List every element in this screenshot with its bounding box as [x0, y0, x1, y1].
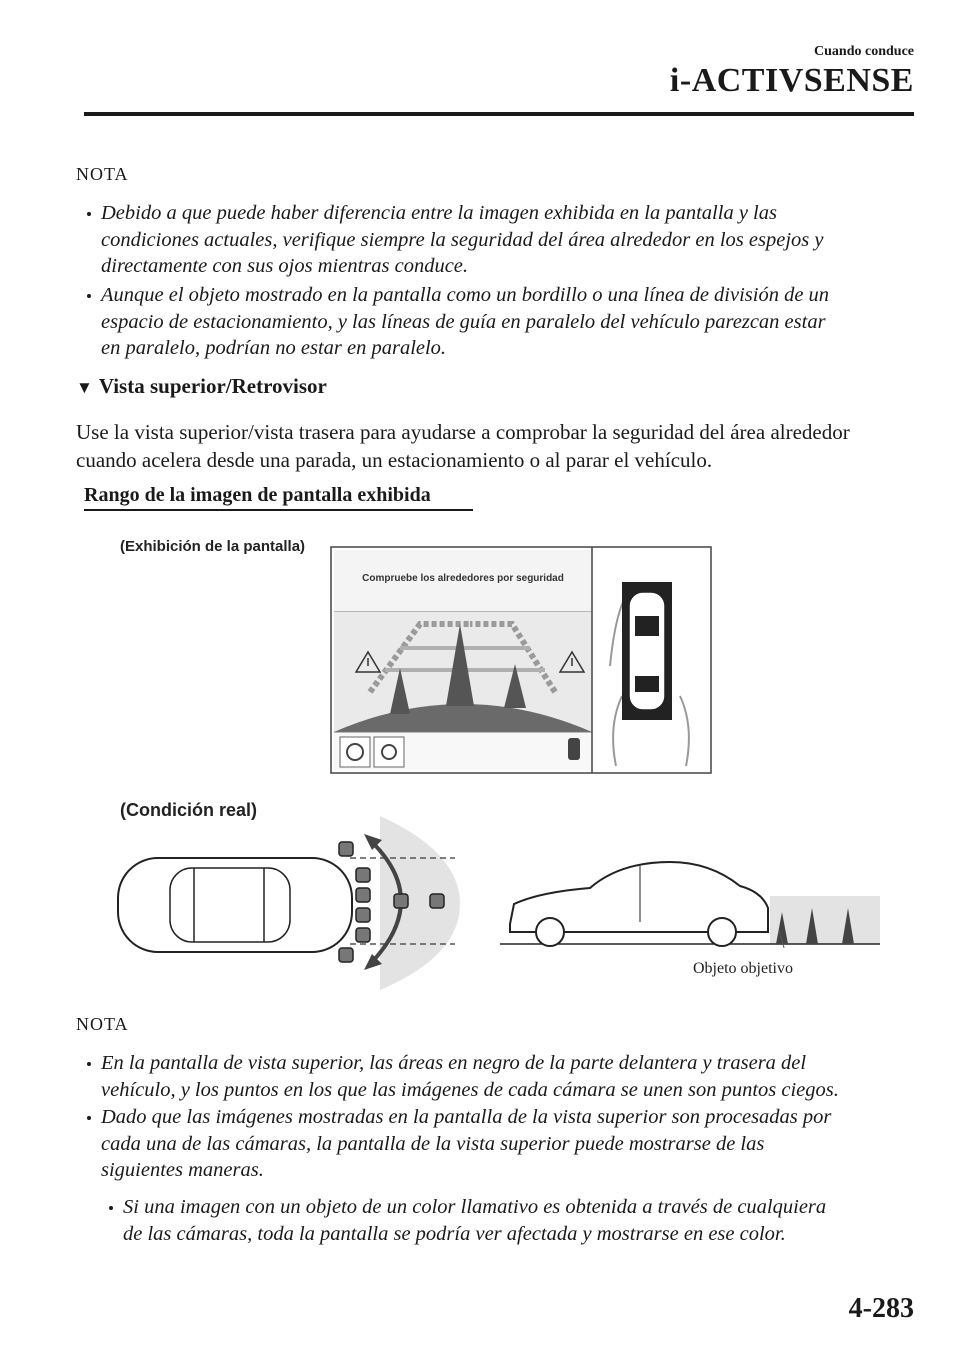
header-rule: [84, 112, 914, 116]
subheading-underline: [84, 509, 473, 511]
header-title: i-ACTIVSENSE: [669, 62, 914, 99]
bullet-text: vehículo, y los puntos en los que las imágenes de cada cámara se unen son puntos ciegos.: [101, 1078, 839, 1101]
paragraph-line: Use la vista superior/vista trasera para ayudarse a comprobar la seguridad del área alrededor: [76, 420, 850, 444]
bullet-dot: [86, 293, 92, 299]
bullet-dot: [108, 1205, 114, 1211]
bullet-text: Aunque el objeto mostrado en la pantalla como un bordillo o una línea de división de un: [101, 284, 830, 306]
section-paragraph: [76, 418, 850, 474]
target-object-label: Objeto objetivo: [693, 960, 793, 977]
triangle-icon: ▼: [76, 378, 93, 397]
display-label: (Exhibición de la pantalla): [120, 538, 306, 555]
bullet-text: espacio de estacionamiento, y las líneas de guía en paralelo del vehículo parezcan estar: [101, 310, 826, 333]
section-heading: [76, 374, 327, 399]
bullet-text: en paralelo, podrían no estar en paralelo.: [101, 337, 447, 359]
bullet-text: siguientes maneras.: [101, 1159, 264, 1181]
note1-bullet: [86, 282, 829, 362]
bullet-text: Si una imagen con un objeto de un color llamativo es obtenida a través de cualquiera: [123, 1196, 827, 1218]
bullet-dot: [86, 1061, 92, 1067]
section-title: Vista superior/Retrovisor: [98, 374, 327, 398]
bullet-text: En la pantalla de vista superior, las áreas en negro de la parte delantera y trasera del: [101, 1052, 807, 1074]
bullet-text: de las cámaras, toda la pantalla se podría ver afectada y mostrarse en ese color.: [123, 1222, 786, 1245]
page-number: 4-283: [848, 1293, 914, 1324]
note-label: NOTA: [76, 1014, 129, 1034]
bullet-dot: [86, 211, 92, 217]
screen-message: Compruebe los alrededores por seguridad: [362, 573, 564, 584]
paragraph-line: cuando acelera desde una parada, un estacionamiento o al parar el vehículo.: [76, 448, 713, 472]
note2-bullet: [86, 1050, 839, 1103]
side-view-car-illustration: [500, 852, 880, 948]
real-condition-label: (Condición real): [120, 800, 258, 820]
bullet-text: cada una de las cámaras, la pantalla de la vista superior puede mostrarse de las: [101, 1132, 765, 1155]
note2-subbullet: [108, 1194, 826, 1247]
bullet-text: Dado que las imágenes mostradas en la pantalla de la vista superior son procesadas por: [101, 1106, 832, 1128]
bullet-text: Debido a que puede haber diferencia entre la imagen exhibida en la pantalla y las: [101, 202, 777, 224]
bullet-text: directamente con sus ojos mientras conduce.: [101, 255, 469, 277]
note2-bullet: [86, 1104, 831, 1184]
bullet-text: condiciones actuales, verifique siempre la seguridad del área alrededor en los espejos y: [101, 228, 824, 251]
header-section: Cuando conduce: [814, 44, 914, 59]
note1-bullet: [86, 200, 823, 280]
bullet-dot: [86, 1115, 92, 1121]
top-view-car-illustration: [110, 812, 470, 992]
note-label: NOTA: [76, 164, 129, 184]
subheading: Rango de la imagen de pantalla exhibida: [84, 484, 431, 506]
